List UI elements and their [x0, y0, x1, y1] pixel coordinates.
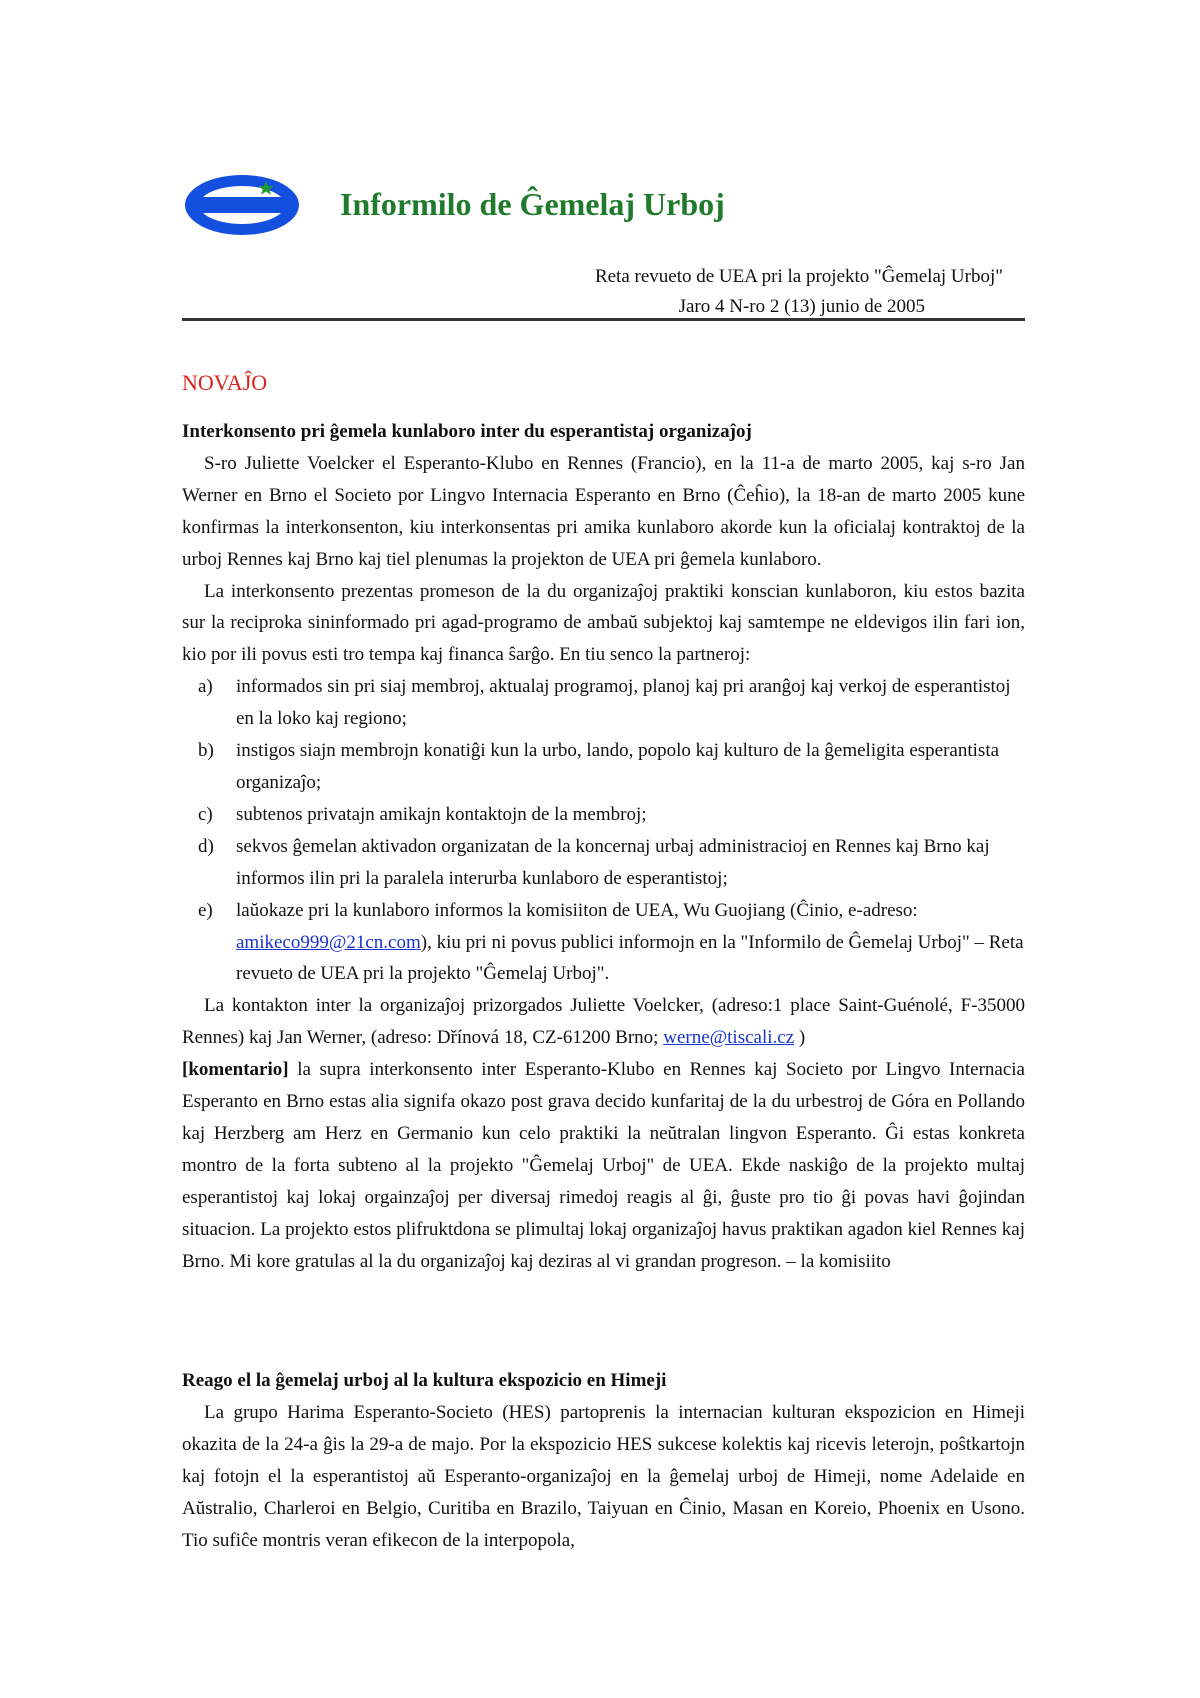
list-item: a) informados sin pri siaj membroj, aktualaj programoj, planoj kaj pri aranĝoj kaj verkoj de esperantistoj en la loko kaj regiono; — [198, 676, 1011, 730]
article-paragraph-contacts: La kontakton inter la organizaĵoj prizorgados Juliette Voelcker, (adreso:1 place Saint-Guénolé, F-35000 Rennes) kaj Jan Werner, (adreso: Dřínová 18, CZ-61200 Brno; werne@tiscali.cz ) — [182, 995, 1025, 1049]
email-link-werne[interactable]: werne@tiscali.cz — [663, 1027, 795, 1049]
article-title: Interkonsento pri ĝemela kunlaboro inter du esperantistaj organizaĵoj — [182, 421, 752, 442]
list-item: c) subtenos privatajn amikajn kontaktojn de la membroj; — [198, 803, 647, 825]
header-divider — [182, 318, 1025, 321]
issue-number: Jaro 4 N-ro 2 (13) junio de 2005 — [678, 296, 925, 317]
commentary-paragraph: [komentario] la supra interkonsento inter Esperanto-Klubo en Rennes kaj Societo por Lingvo Internacia Esperanto en Brno estas alia signifa okazo post grava decido kunfaritaj de la du urbestroj de Góra en Pollando kaj Herzberg am Herz en Germanio kun celo praktiki la neŭtralan lingvon Esperanto. Ĝi estas konkreta montro de la forta subteno al la projekto "Ĝemelaj Urboj" de UEA. Ekde naskiĝo de la projekto multaj esperantistoj kaj lokaj orgainzaĵoj per diversaj rimedoj reagis al ĝi, ĝuste pro tio ĝi povas havi ĝojindan situacion. La projekto estos plifruktdona se plimultaj lokaj organizaĵoj havus praktikan agadon kiel Rennes kaj Brno. Mi kore gratulas al la du organizaĵoj kaj deziras al vi grandan progreson. – la komisiito — [182, 1059, 1025, 1272]
issue-subtitle — [403, 262, 1003, 322]
commentary-label: komentario — [188, 1059, 283, 1081]
list-item: d) sekvos ĝemelan aktivadon organizatan de la koncernaj urbaj administracioj en Rennes kaj Brno kaj informos ilin pri la paralela interurba kunlaboro de esperantistoj; — [198, 835, 990, 889]
article-title: Reago el la ĝemelaj urboj al la kultura ekspozicio en Himeji — [182, 1370, 667, 1391]
subtitle-description: Reta revueto de UEA pri la projekto "Ĝemelaj Urboj" — [594, 266, 1003, 287]
green-star-esperanto-emblem-icon — [182, 172, 302, 238]
newsletter-title: Informilo de Ĝemelaj Urboj — [340, 186, 725, 222]
list-item: b) instigos siajn membrojn konatiĝi kun la urbo, lando, popolo kaj kulturo de la ĝemeligita esperantista organizaĵo; — [198, 740, 1000, 793]
article-interkonsento — [182, 416, 1025, 1277]
article-himeji — [182, 1365, 1025, 1556]
article-paragraph: La grupo Harima Esperanto-Societo (HES) partoprenis la internacian kulturan ekspozicion en Himeji okazita de la 24-a ĝis la 29-a de majo. Por la ekspozicio HES sukcese kolektis kaj ricevis leterojn, poŝtkartojn kaj fotojn el la esperantistoj aŭ Esperanto-organizaĵoj en la ĝemelaj urboj de Himeji, nome Adelaide en Aŭstralio, Charleroi en Belgio, Curitiba en Brazilo, Taiyuan en Ĉinio, Masan en Koreio, Phoenix en Usono. Tio sufiĉe montris veran efikecon de la interpopola, — [182, 1401, 1025, 1551]
email-link-amikeco[interactable]: amikeco999@21cn.com — [236, 931, 421, 953]
article-paragraph: S-ro Juliette Voelcker el Esperanto-Klubo en Rennes (Francio), en la 11-a de marto 2005, kaj s-ro Jan Werner en Brno el Societo por Lingvo Internacia Esperanto en Brno (Ĉeĥio), la 18-an de marto 2005 kune konfirmas la interkonsenton, kiu interkonsentas pri amika kunlaboro akorde kun la oficialaj kontraktoj de la urboj Rennes kaj Brno kaj tiel plenumas la projekton de UEA pri ĝemela kunlaboro. — [182, 452, 1025, 570]
article-paragraph: La interkonsento prezentas promeson de la du organizaĵoj praktiki konscian kunlaboron, kiu estos bazita sur la reciproka sininformado pri agad-programo de ambaŭ subjektoj kaj samtempe ne eldevigos ilin fari ion, kio por ili povus esti tro tempa kaj financa ŝarĝo. En tiu senco la partneroj: — [182, 580, 1025, 666]
masthead — [182, 172, 1025, 242]
section-title: NOVAĴO — [182, 370, 268, 395]
partner-obligations-list — [182, 671, 1025, 990]
list-item: e) laŭokaze pri la kunlaboro informos la komisiiton de UEA, Wu Guojiang (Ĉinio, e-adreso: amikeco999@21cn.com), kiu pri ni povus publici informojn en la "Informilo de Ĝemelaj Urboj" – Reta revueto de UEA pri la projekto "Ĝemelaj Urboj". — [198, 899, 1024, 985]
